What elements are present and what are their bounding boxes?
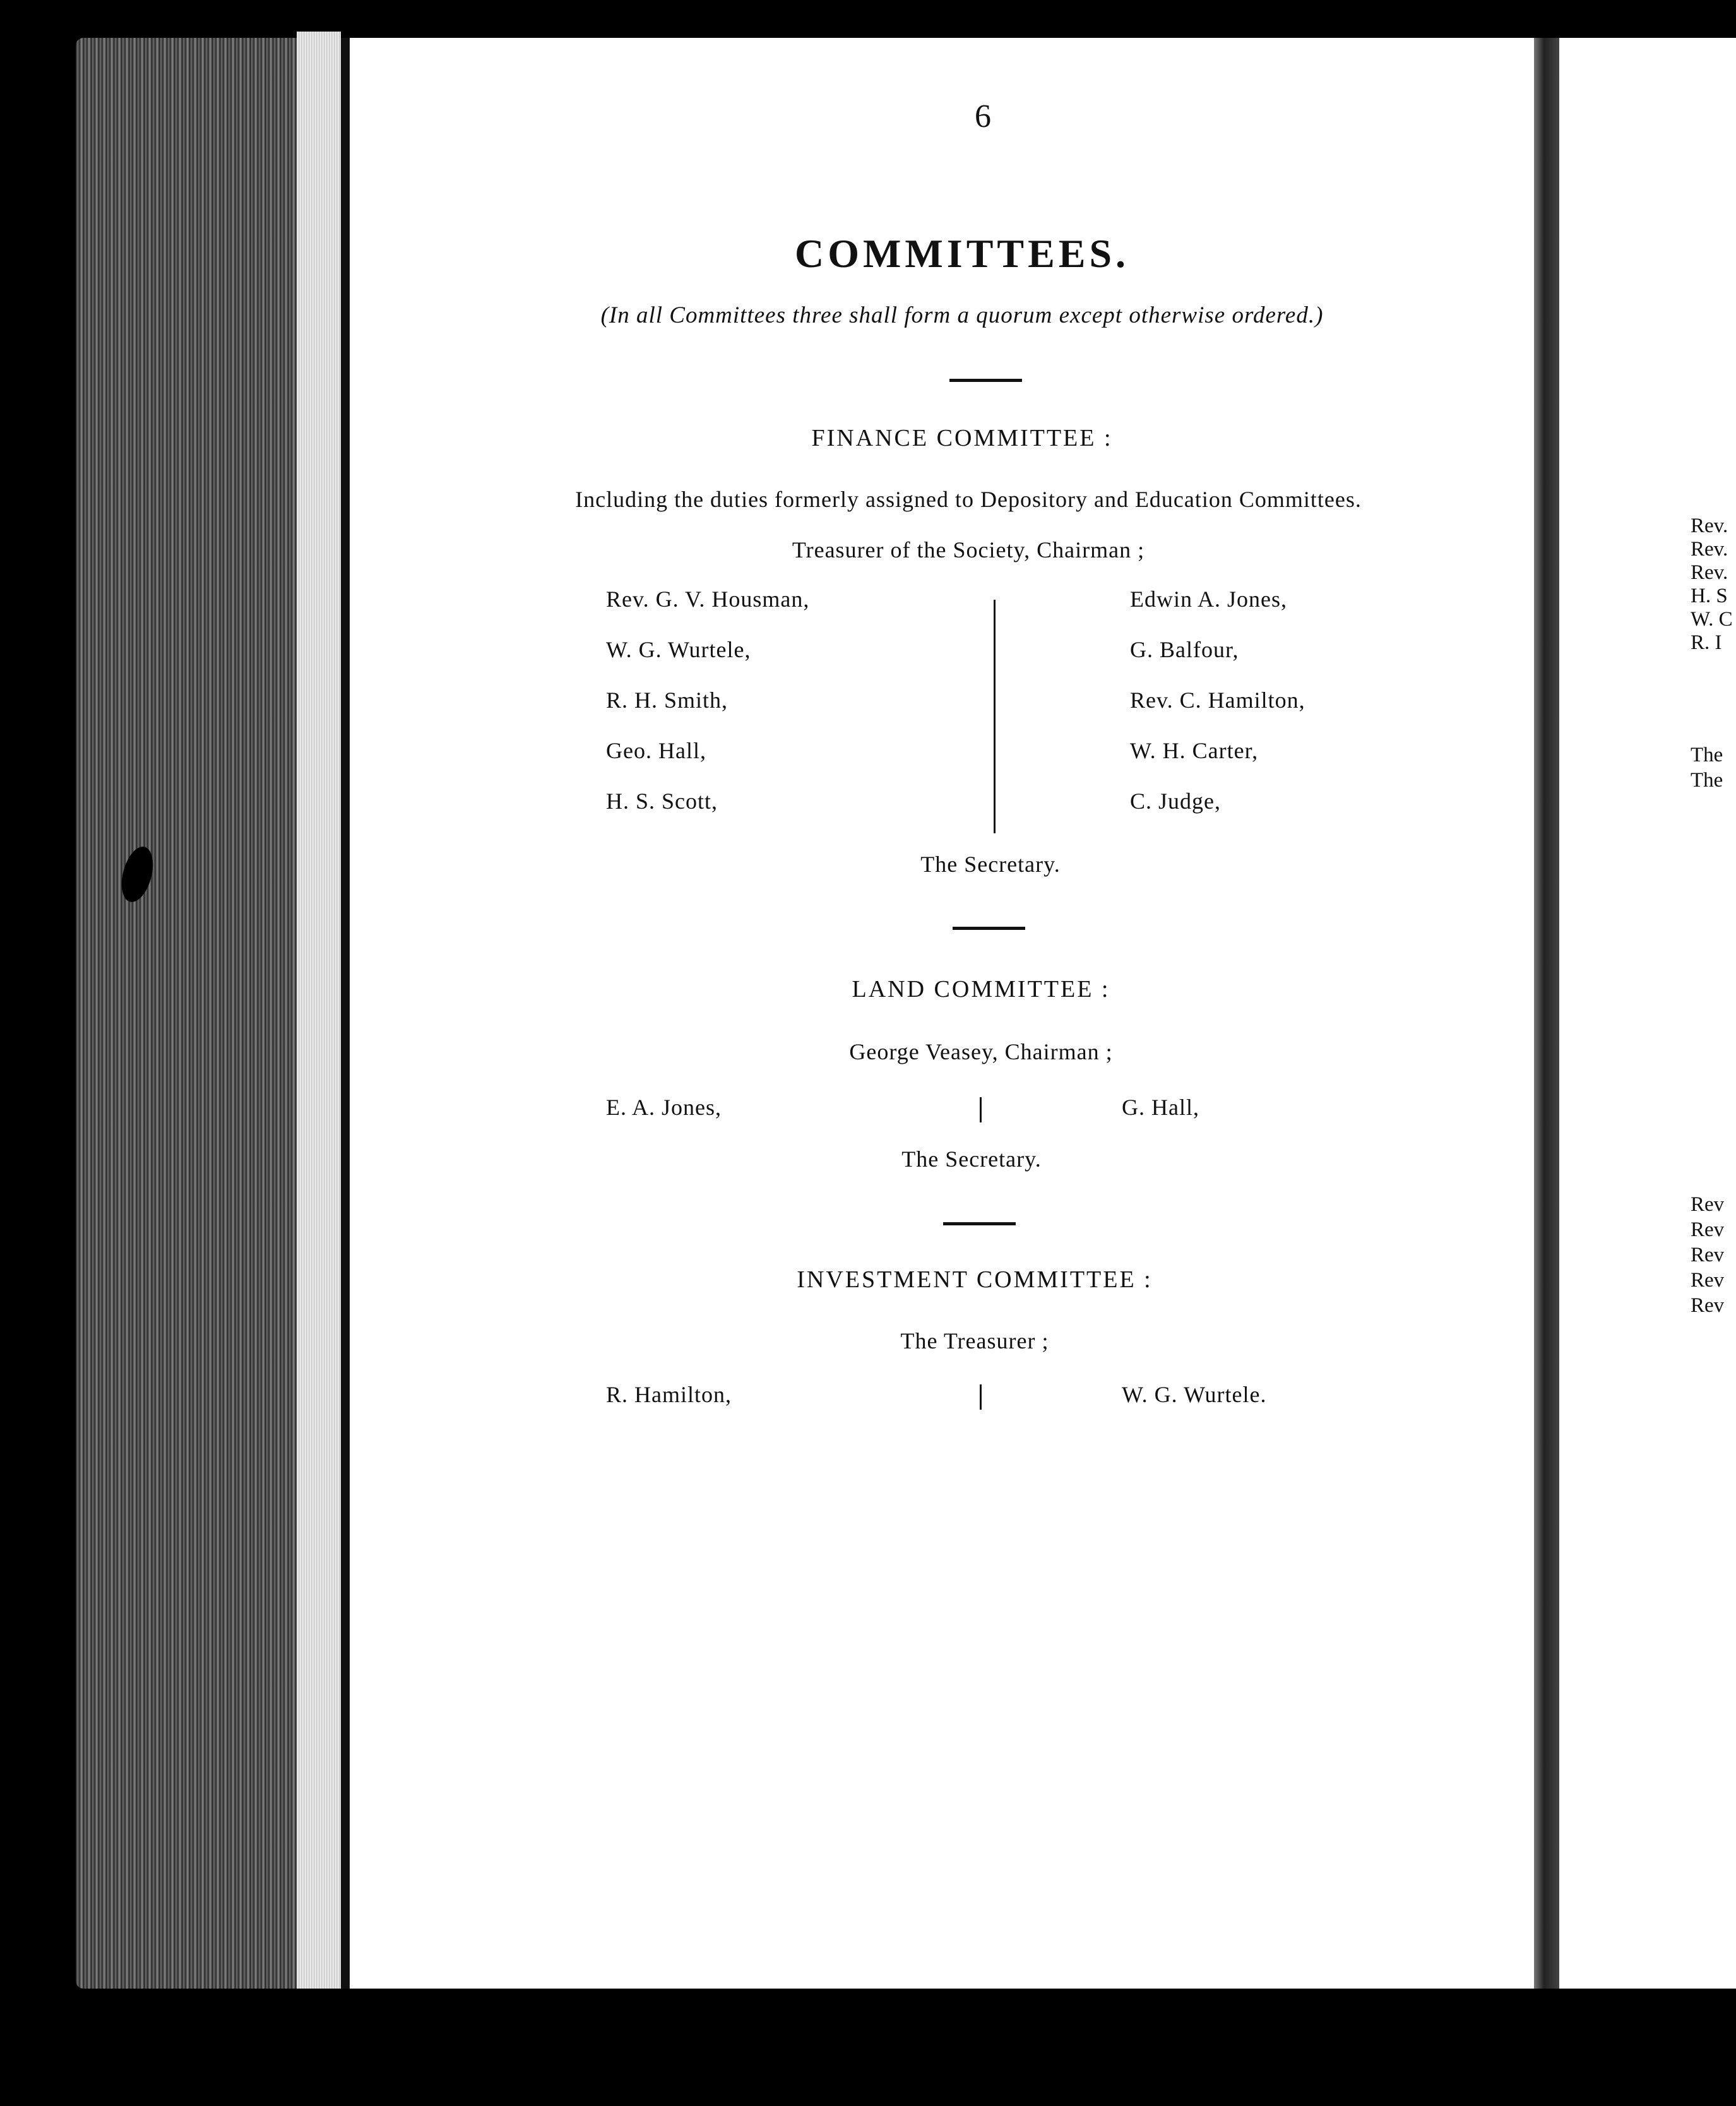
column-divider [980,1384,982,1410]
investment-chairman: The Treasurer ; [900,1328,1049,1353]
facing-fragment: Rev. [1691,538,1728,561]
page-number: 6 [975,98,991,134]
finance-note: Including the duties formerly assigned to Depository and Education Committees. [575,487,1362,512]
land-heading: LAND COMMITTEE : [852,976,1110,1002]
facing-fragment: H. S [1691,585,1728,607]
section-rule [953,927,1025,930]
investment-member: R. Hamilton, [606,1382,732,1407]
document-page [341,38,1543,1989]
finance-member: W. H. Carter, [1130,738,1259,763]
facing-fragment: Rev [1691,1193,1725,1216]
facing-fragment: Rev. [1691,561,1728,584]
facing-fragment: W. C [1691,608,1733,631]
section-rule [943,1222,1016,1225]
facing-fragment: R. I [1691,631,1722,654]
facing-fragment: Rev. [1691,515,1728,537]
quorum-note: (In all Committees three shall form a quorum except otherwise ordered.) [600,302,1324,328]
investment-member: W. G. Wurtele. [1122,1382,1267,1407]
finance-member: Rev. C. Hamilton, [1130,687,1305,713]
book-page-stack [76,38,335,1989]
column-divider [994,600,996,833]
page-edges [297,32,341,1989]
page-title: COMMITTEES. [794,231,1130,276]
facing-fragment: Rev [1691,1294,1725,1317]
facing-fragment: The [1691,744,1723,766]
finance-chairman: Treasurer of the Society, Chairman ; [792,537,1145,562]
facing-fragment: The [1691,769,1723,792]
finance-member: H. S. Scott, [606,788,718,814]
land-secretary: The Secretary. [901,1146,1042,1172]
section-rule [949,379,1022,382]
book-gutter [1534,38,1559,1989]
facing-page [1559,38,1736,1989]
investment-heading: INVESTMENT COMMITTEE : [797,1266,1153,1293]
facing-fragment: Rev [1691,1269,1725,1292]
finance-member: C. Judge, [1130,788,1221,814]
facing-fragment: Rev [1691,1244,1725,1266]
finance-secretary: The Secretary. [920,852,1061,877]
land-chairman: George Veasey, Chairman ; [849,1039,1113,1064]
facing-fragment: Rev [1691,1218,1725,1241]
land-member: G. Hall, [1122,1095,1199,1120]
finance-heading: FINANCE COMMITTEE : [811,425,1113,451]
column-divider [980,1097,982,1122]
land-member: E. A. Jones, [606,1095,722,1120]
finance-member: Edwin A. Jones, [1130,586,1287,612]
finance-member: R. H. Smith, [606,687,728,713]
finance-member: Geo. Hall, [606,738,706,763]
finance-member: Rev. G. V. Housman, [606,586,810,612]
finance-member: G. Balfour, [1130,637,1239,662]
finance-member: W. G. Wurtele, [606,637,751,662]
